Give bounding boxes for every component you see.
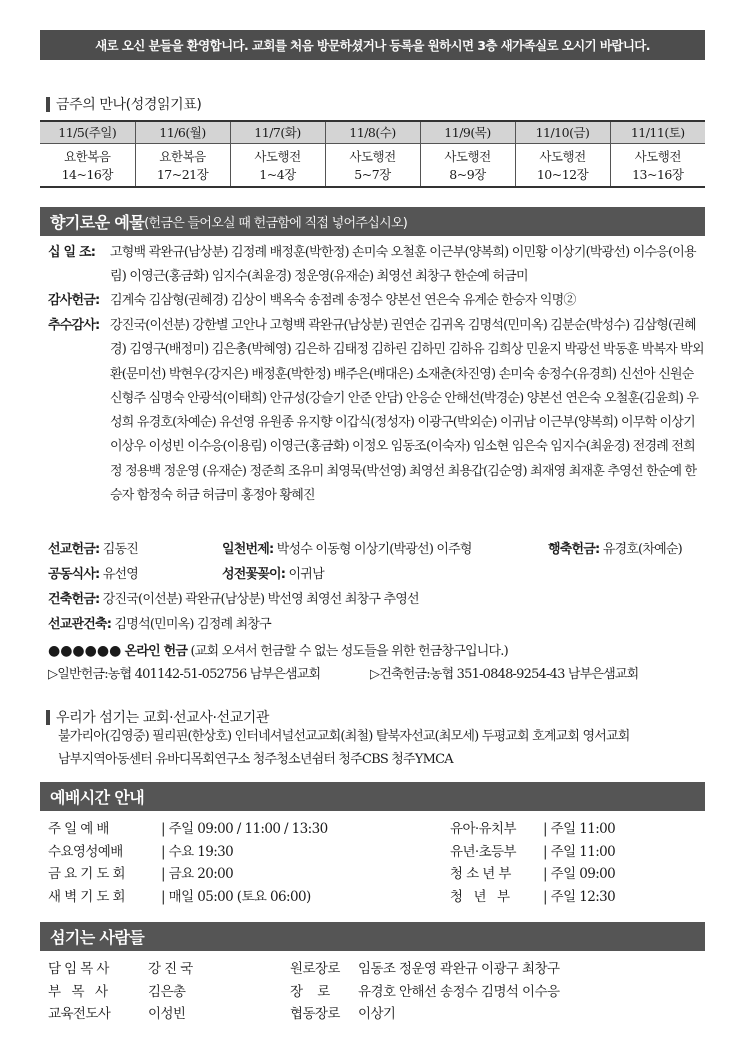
staff-name: 유경호 안해선 송정수 김명석 이수응 — [358, 983, 560, 1000]
harvest-names: 강진국(이선분) 강한별 고안나 고형백 곽완규(남상분) 권연순 김귀옥 김명석(민미옥) 김분순(박성수) 김삼형(권혜경) 김영구(배정미) 김은총(박혜영) 김은하 김태정 김하린 김하민 김하유 김희상 민윤지 박광선 박동훈 박복자 박외환(문미선) 박현우(강지은) 배정훈(박한정) 배주은(배대은) 소재춘(차진영) 손미숙 송정수(유경희) 신선아 신원순 신형주 심명숙 안광석(이태희) 안규성(강슬기 안준 안담) 안응순 안해선(박경순) 양본선 연은숙 오철훈(김윤희) 우성희 유경호(차예순) 유선영 유원종 유지향 이갑식(정성자) 이광구(박외순) 이귀남 이근부(양복희) 이무학 이상기 이상우 이성빈 이수응(이용림) 이영근(홍금화) 이정오 임동조(이숙자) 임소현 임은숙 임지수(최윤경) 전경례 전희정 정용백 정운영 (유재순) 정준희 조유미 최영묵(박선영) 최영선 최용갑(김순영) 최재영 최재훈 추영선 한순예 한승자 함정숙 허금 허금미 홍정아 황혜진 — [110, 318, 704, 504]
mission-offering — [48, 540, 138, 560]
offering-section-bar — [40, 207, 705, 236]
reading-book: 요한복음 — [159, 148, 206, 164]
staff-role: 부 목 사 — [48, 983, 108, 1000]
worship-name: 수요영성예배 — [48, 843, 123, 860]
worship-row — [450, 863, 615, 886]
worship-row — [450, 818, 615, 841]
reading-book: 사도행전 — [444, 148, 491, 164]
offering-title: 향기로운 예물 — [50, 213, 145, 232]
harvest-row — [48, 314, 708, 508]
online-desc: (교회 오셔서 헌금할 수 없는 성도들을 위한 헌금창구입니다.) — [190, 644, 508, 659]
ilcheon-names: 박성수 이동형 이상기(박광선) 이주형 — [276, 542, 472, 557]
staff-role: 협동장로 — [290, 1006, 340, 1023]
worship-time: | 금요 20:00 — [161, 866, 234, 883]
reading-book: 사도행전 — [349, 148, 396, 164]
general-account: ▷일반헌금:농협 401142-51-052756 남부은샘교회 — [48, 667, 321, 682]
welcome-banner: 새로 오신 분들을 환영합니다. 교회를 처음 방문하셨거나 등록을 원하시면 3층 새가족실로 오시기 바랍니다. — [40, 30, 705, 60]
celebration-names: 유경호(차예순) — [602, 542, 682, 557]
online-dots: ●●●●●● — [48, 643, 122, 659]
worship-time: | 매일 05:00 (토요 06:00) — [161, 889, 311, 906]
heading-bar-marker — [46, 97, 50, 112]
ilcheon-label: 일천번제: — [222, 542, 274, 557]
mission-building-offering — [48, 615, 271, 635]
reading-cell — [420, 143, 515, 187]
worship-row — [450, 886, 615, 909]
staff-row — [290, 958, 559, 981]
reading-date: 11/9(목) — [420, 121, 515, 143]
reading-section-heading — [46, 94, 201, 114]
worship-name: 유년·초등부 — [450, 843, 516, 860]
worship-time: | 주일 12:30 — [543, 889, 616, 906]
staff-role: 장 로 — [290, 983, 330, 1000]
reading-book: 사도행전 — [634, 148, 681, 164]
offering-note: (헌금은 들어오실 때 헌금함에 직접 넣어주십시오) — [144, 216, 408, 231]
reading-cell — [230, 143, 325, 187]
flowers-names: 이귀남 — [288, 567, 324, 582]
reading-date: 11/6(월) — [135, 121, 230, 143]
tithe-row — [48, 241, 708, 290]
harvest-label: 추수감사: — [48, 318, 100, 333]
staff-row — [290, 981, 559, 1004]
reading-date-row — [40, 121, 705, 143]
worship-row — [48, 863, 328, 886]
staff-title: 섬기는 사람들 — [50, 928, 145, 947]
tithe-names: 고형백 곽완규(남상분) 김정례 배정훈(박한정) 손미숙 오철훈 이근부(양복희) 이민황 이상기(박광선) 이수응(이용림) 이영근(홍금화) 임지수(최윤경) 정운영(유재순) 최영선 최창구 한순예 허금미 — [110, 245, 696, 285]
worship-time: | 주일 09:00 / 11:00 / 13:30 — [161, 821, 328, 837]
building-offering — [48, 590, 419, 610]
mission-building-names: 김명석(민미옥) 김정례 최창구 — [114, 617, 271, 632]
mission-label: 선교헌금: — [48, 542, 100, 557]
reading-cell — [40, 143, 135, 187]
reading-range: 1~4장 — [259, 166, 296, 182]
building-label: 건축헌금: — [48, 592, 100, 607]
worship-name: 새 벽 기 도 회 — [48, 889, 125, 906]
thanks-row — [48, 289, 708, 313]
worship-time: | 주일 11:00 — [543, 843, 616, 860]
thanks-names: 김계숙 김삼형(권혜경) 김상이 백옥숙 송점례 송정수 양본선 연은숙 유계순 한승자 익명② — [110, 293, 576, 308]
building-account: ▷건축헌금:농협 351-0848-9254-43 남부은샘교회 — [370, 667, 639, 682]
meal-offering — [48, 565, 138, 585]
staff-role: 원로장로 — [290, 961, 340, 977]
meal-label: 공동식사: — [48, 567, 100, 582]
worship-name: 청 소 년 부 — [450, 866, 511, 883]
reading-cell — [135, 143, 230, 187]
online-general-account — [48, 665, 320, 685]
online-offering-heading — [48, 641, 508, 662]
reading-book: 사도행전 — [539, 148, 586, 164]
reading-date: 11/7(화) — [230, 121, 325, 143]
reading-date: 11/10(금) — [515, 121, 610, 143]
flowers-label: 성전꽃꽂이: — [222, 567, 286, 582]
reading-book: 요한복음 — [64, 148, 111, 164]
reading-passage-row — [40, 143, 705, 187]
mission-names: 김동진 — [102, 542, 139, 557]
worship-name: 금 요 기 도 회 — [48, 866, 125, 883]
staff-name: 김은총 — [148, 983, 186, 1000]
reading-date: 11/8(수) — [325, 121, 420, 143]
reading-date: 11/5(주일) — [40, 121, 135, 143]
worship-title: 예배시간 안내 — [50, 788, 145, 807]
celebration-offering — [548, 540, 682, 560]
reading-range: 5~7장 — [354, 166, 391, 182]
staff-row — [48, 958, 193, 981]
staff-row — [48, 981, 193, 1004]
ilcheon-offering — [222, 540, 472, 560]
reading-cell — [610, 143, 705, 187]
worship-row — [48, 841, 328, 864]
staff-left — [48, 958, 193, 1026]
worship-time: | 수요 19:30 — [161, 843, 234, 860]
online-title: 온라인 헌금 — [124, 644, 188, 659]
staff-name: 이성빈 — [148, 1006, 186, 1023]
support-line-2: 남부지역아동센터 유바디목회연구소 청주청소년쉼터 청주CBS 청주YMCA — [58, 752, 453, 767]
staff-role: 담 임 목 사 — [48, 961, 109, 977]
meal-names: 유선영 — [102, 567, 139, 582]
worship-row — [48, 818, 328, 841]
reading-table — [40, 120, 705, 188]
staff-role: 교육전도사 — [48, 1006, 111, 1023]
mission-building-label: 선교관건축: — [48, 617, 112, 632]
worship-row — [450, 841, 615, 864]
online-building-account — [370, 665, 638, 685]
staff-row — [290, 1003, 559, 1026]
reading-cell — [325, 143, 420, 187]
worship-time: | 주일 09:00 — [543, 866, 616, 883]
staff-name: 이상기 — [358, 1006, 396, 1023]
tithe-label: 십 일 조: — [48, 245, 96, 260]
staff-section-bar — [40, 922, 705, 951]
staff-name: 임동조 정운영 곽완규 이광구 최창구 — [358, 961, 560, 977]
flowers-offering — [222, 565, 324, 585]
worship-time: | 주일 11:00 — [543, 821, 616, 837]
thanks-label: 감사헌금: — [48, 293, 100, 308]
worship-schedule-right — [450, 818, 615, 909]
staff-right — [290, 958, 559, 1026]
worship-row — [48, 886, 328, 909]
worship-name: 주 일 예 배 — [48, 821, 109, 837]
reading-date: 11/11(토) — [610, 121, 705, 143]
support-title: 우리가 섬기는 교회·선교사·선교기관 — [56, 710, 270, 726]
support-line-1: 불가리아(김영중) 필리핀(한상호) 인터네셔널선교교회(최철) 탈북자선교(최모세) 두평교회 호계교회 영서교회 — [58, 729, 630, 744]
staff-row — [48, 1003, 193, 1026]
reading-range: 10~12장 — [536, 166, 589, 182]
celebration-label: 행축헌금: — [548, 542, 600, 557]
worship-schedule-left — [48, 818, 328, 909]
reading-range: 17~21장 — [156, 166, 209, 182]
reading-title: 금주의 만나(성경읽기표) — [56, 97, 202, 113]
reading-range: 14~16장 — [61, 166, 113, 182]
worship-name: 유아·유치부 — [450, 821, 516, 837]
worship-section-bar — [40, 782, 705, 811]
reading-range: 8~9장 — [449, 166, 486, 182]
staff-name: 강 진 국 — [148, 961, 193, 977]
support-section-heading — [46, 707, 269, 727]
reading-book: 사도행전 — [254, 148, 301, 164]
reading-range: 13~16장 — [632, 166, 684, 182]
worship-name: 청 년 부 — [450, 889, 510, 906]
reading-cell — [515, 143, 610, 187]
building-names: 강진국(이선분) 곽완규(남상분) 박선영 최영선 최창구 추영선 — [102, 592, 419, 607]
heading-bar-marker — [46, 710, 50, 725]
